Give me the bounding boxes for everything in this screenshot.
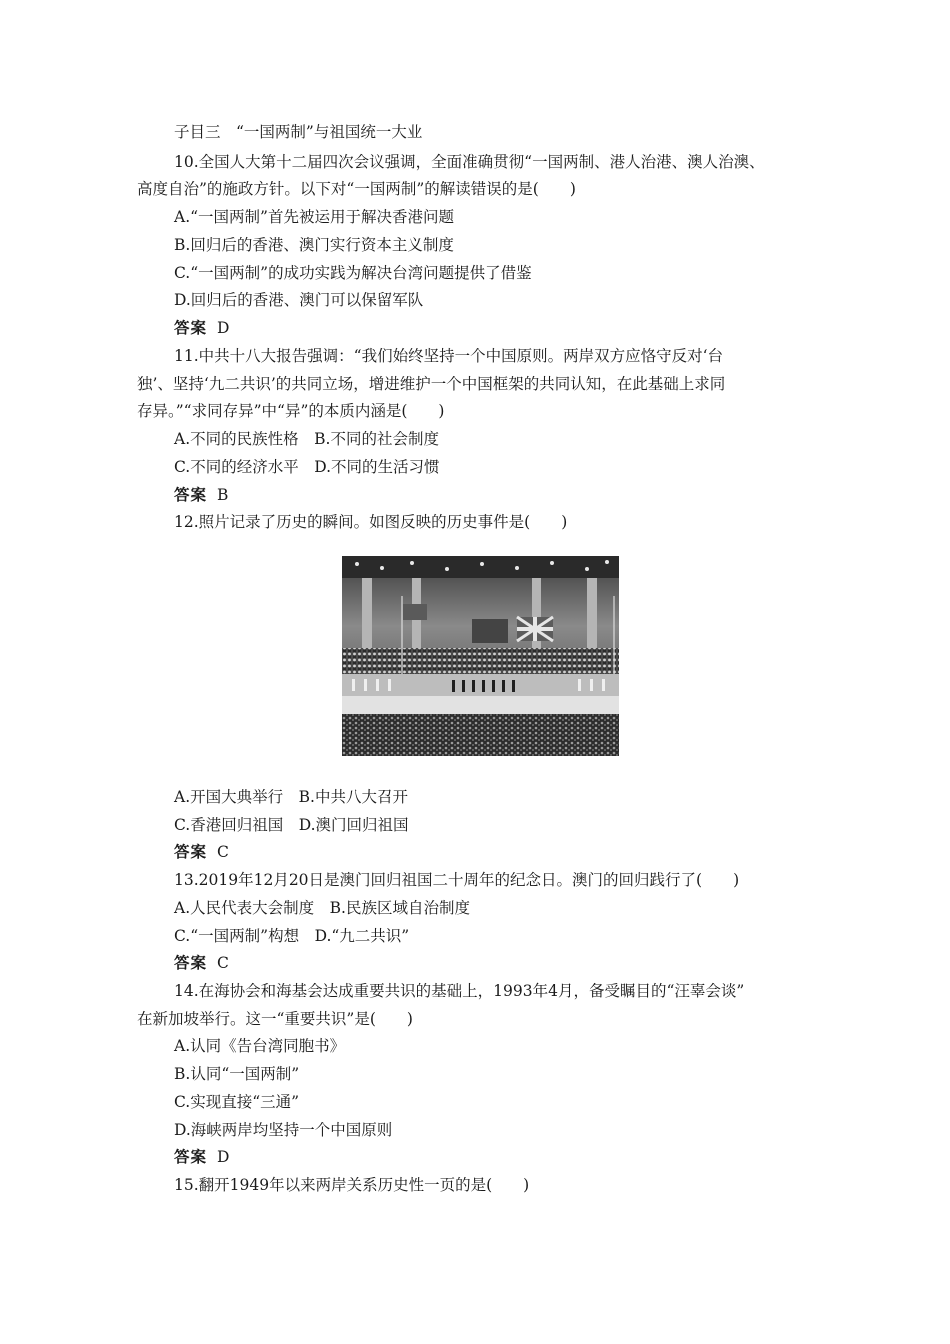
question-14-stem-line-2: 在新加坡举行。这一“重要共识”是( ) (137, 1010, 413, 1028)
answer-label: 答案 (174, 486, 208, 504)
question-13-answer (174, 953, 229, 973)
question-14-option-c: C.实现直接“三通” (174, 1093, 300, 1111)
question-11-options-ab: A.不同的民族性格 B.不同的社会制度 (174, 430, 439, 448)
question-11-answer (174, 485, 228, 505)
question-13-options-ab: A.人民代表大会制度 B.民族区域自治制度 (174, 899, 470, 917)
question-11-stem-line-1: 11.中共十八大报告强调：“我们始终坚持一个中国原则。两岸双方应恪守反对‘台 (174, 347, 724, 365)
answer-label: 答案 (174, 1148, 208, 1166)
question-13-options-cd: C.“一国两制”构想 D.“九二共识” (174, 927, 410, 945)
question-15-stem: 15.翻开1949年以来两岸关系历史性一页的是( ) (174, 1176, 530, 1194)
question-11-stem-line-2: 独’、坚持‘九二共识’的共同立场，增进维护一个中国框架的共同认知，在此基础上求同 (137, 375, 726, 393)
answer-label: 答案 (174, 954, 208, 972)
handover-ceremony-photo (342, 556, 619, 756)
question-14-stem-line-1: 14.在海协会和海基会达成重要共识的基础上，1993年4月，备受瞩目的“汪辜会谈” (174, 982, 745, 1000)
question-12-options-cd: C.香港回归祖国 D.澳门回归祖国 (174, 816, 409, 834)
question-10-option-d: D.回归后的香港、澳门可以保留军队 (174, 291, 424, 309)
section-title: 子目三 “一国两制”与祖国统一大业 (174, 123, 423, 141)
question-13-stem: 13.2019年12月20日是澳门回归祖国二十周年的纪念日。澳门的回归践行了( ) (174, 871, 740, 889)
question-14-answer (174, 1147, 229, 1167)
answer-value: B (217, 486, 229, 504)
answer-label: 答案 (174, 319, 208, 337)
question-12-answer (174, 842, 229, 862)
answer-value: C (217, 843, 229, 861)
question-10-stem-line-2: 高度自治”的施政方针。以下对“一国两制”的解读错误的是( ) (137, 180, 576, 198)
answer-label: 答案 (174, 843, 208, 861)
question-10-answer (174, 318, 229, 338)
question-10-stem-line-1: 10.全国人大第十二届四次会议强调，全面准确贯彻“一国两制、港人治港、澳人治澳、 (174, 153, 765, 171)
question-14-option-d: D.海峡两岸均坚持一个中国原则 (174, 1121, 393, 1139)
answer-value: D (217, 319, 230, 337)
question-10-option-c: C.“一国两制”的成功实践为解决台湾问题提供了借鉴 (174, 264, 532, 282)
answer-value: C (217, 954, 229, 972)
answer-value: D (217, 1148, 230, 1166)
question-14-option-b: B.认同“一国两制” (174, 1065, 300, 1083)
question-12-options-ab: A.开国大典举行 B.中共八大召开 (174, 788, 408, 806)
question-14-option-a: A.认同《告台湾同胞书》 (174, 1037, 346, 1055)
question-12-stem: 12.照片记录了历史的瞬间。如图反映的历史事件是( ) (174, 513, 568, 531)
question-10-option-a: A.“一国两制”首先被运用于解决香港问题 (174, 208, 454, 226)
question-11-stem-line-3: 存异。”“求同存异”中“异”的本质内涵是( ) (137, 402, 445, 420)
question-10-option-b: B.回归后的香港、澳门实行资本主义制度 (174, 236, 454, 254)
question-11-options-cd: C.不同的经济水平 D.不同的生活习惯 (174, 458, 440, 476)
